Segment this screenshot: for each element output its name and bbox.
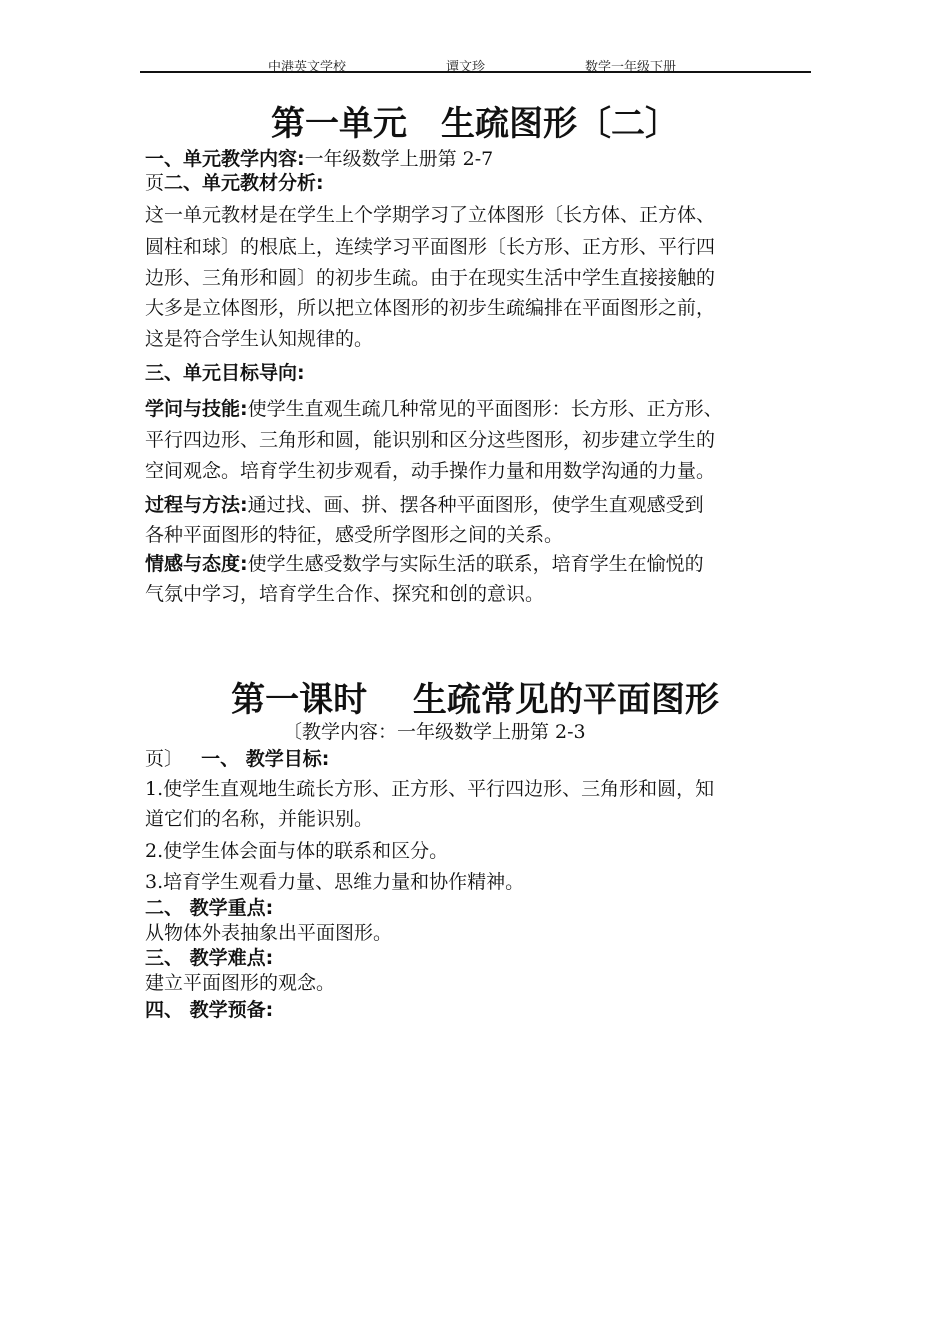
unit-title: 第一单元 生疏图形〔二〕 bbox=[271, 104, 679, 144]
emotion-text: 使学生感受数学与实际生活的联系，培育学生在愉悦的 bbox=[247, 553, 704, 575]
header-school: 中港英文学校 bbox=[268, 60, 347, 75]
emotion-line bbox=[145, 552, 704, 576]
process-label: 过程与方法: bbox=[145, 494, 248, 516]
section2-label: 二、单元教材分析: bbox=[164, 172, 324, 194]
emotion-line: 气氛中学习，培育学生合作、探究和创的意识。 bbox=[145, 583, 545, 605]
lesson-content-wrap: 页〕 bbox=[145, 748, 184, 770]
header-course: 数学一年级下册 bbox=[585, 60, 677, 75]
knowledge-text: 使学生直观生疏几种常见的平面图形：长方形、正方形、 bbox=[247, 398, 723, 420]
section1-text: 一年级数学上册第 2-7 bbox=[304, 148, 494, 170]
section2-para-line: 这是符合学生认知规律的。 bbox=[145, 328, 374, 350]
difficulty-text: 建立平面图形的观念。 bbox=[145, 972, 336, 994]
header-teacher: 谭文珍 bbox=[446, 60, 486, 75]
process-line: 各种平面图形的特征，感受所学图形之间的关系。 bbox=[145, 524, 564, 546]
goal-line: 2.使学生体会面与体的联系和区分。 bbox=[145, 840, 449, 862]
goal-line: 1.使学生直观地生疏长方形、正方形、平行四边形、三角形和圆，知 bbox=[145, 778, 715, 800]
section1-label: 一、单元教学内容: bbox=[145, 148, 305, 170]
key-label: 二、 教学重点: bbox=[145, 897, 274, 919]
process-line bbox=[145, 493, 704, 517]
section2-para-line: 圆柱和球〕的根底上，连续学习平面图形〔长方形、正方形、平行四 bbox=[145, 236, 716, 258]
section1-wrap: 页 bbox=[145, 172, 165, 194]
knowledge-line bbox=[145, 397, 723, 421]
lesson-content-line: 〔教学内容：一年级数学上册第 2-3 bbox=[283, 721, 586, 743]
knowledge-label: 学问与技能: bbox=[145, 398, 248, 420]
section2-heading-line bbox=[145, 171, 324, 195]
goals-label: 一、 教学目标: bbox=[201, 748, 330, 770]
header-rule bbox=[140, 71, 811, 73]
lesson-title: 第一课时 生疏常见的平面图形 bbox=[231, 680, 719, 720]
goal-line: 道它们的名称，并能识别。 bbox=[145, 808, 374, 830]
key-text: 从物体外表抽象出平面图形。 bbox=[145, 922, 393, 944]
section2-para-line: 大多是立体图形，所以把立体图形的初步生疏编排在平面图形之前， bbox=[145, 297, 716, 319]
difficulty-label: 三、 教学难点: bbox=[145, 947, 274, 969]
knowledge-line: 平行四边形、三角形和圆，能识别和区分这些图形，初步建立学生的 bbox=[145, 429, 716, 451]
lesson-goals-heading-line bbox=[145, 747, 329, 771]
section2-para-line: 边形、三角形和圆〕的初步生疏。由于在现实生活中学生直接接触的 bbox=[145, 267, 716, 289]
section2-para-line: 这一单元教材是在学生上个学期学习了立体图形〔长方体、正方体、 bbox=[145, 204, 716, 226]
goal-line: 3.培育学生观看力量、思维力量和协作精神。 bbox=[145, 871, 525, 893]
knowledge-line: 空间观念。培育学生初步观看，动手操作力量和用数学沟通的力量。 bbox=[145, 460, 716, 482]
process-text: 通过找、画、拼、摆各种平面图形，使学生直观感受到 bbox=[247, 494, 704, 516]
section1-line bbox=[145, 147, 493, 171]
section3-label: 三、单元目标导向: bbox=[145, 362, 305, 384]
prep-label: 四、 教学预备: bbox=[145, 999, 274, 1021]
emotion-label: 情感与态度: bbox=[145, 553, 248, 575]
